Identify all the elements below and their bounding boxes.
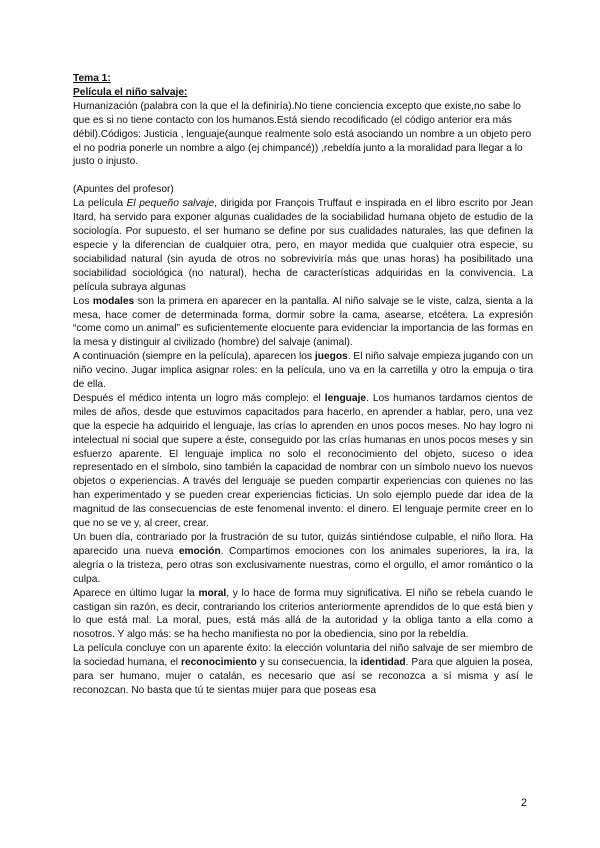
- paragraph-juegos: [73, 350, 533, 392]
- paragraph-film: [73, 197, 533, 294]
- text-run: La película: [73, 198, 127, 210]
- intro-paragraph: Humanización (palabra con la que el la definiría).No tiene conciencia excepto que existe,no sabe lo que es si no tiene contacto con los humanos.Está siendo recodificado (el código anterior era más débil).Códigos: Justicia , lenguaje(aunque realmente solo está asociando un nombre a un objeto pero el no podria ponerle un nombre a algo (ej chimpancé)) ,rebeldía junto a la moralidad para llegar a lo justo o injusto.: [73, 100, 532, 168]
- film-title: El pequeño salvaje: [126, 198, 215, 210]
- text-run: A continuación (siempre en la película), aparecen los: [73, 351, 315, 363]
- text-run: Aparece en último lugar la: [73, 587, 199, 599]
- paragraph-moral: [73, 587, 533, 643]
- text-run: . Los humanos tardamos cientos de miles de años, desde que estuvimos capacitados para hacerlo, en aprender a hablar, pero, una vez que la especie ha adquirido el lenguaje, las crías lo aprenden en unos pocos meses. No hay logro ni intelectual ni social que supere a éste, conseguido por las crías humanas en unos pocos meses y sin esfuerzo aparente. El lenguaje implica no solo el reconocimiento del objeto, suceso o idea representado en el símbolo, sino también la capacidad de nombrar con un símbolo nuevo los nuevos objetos o experiencias. A través del lenguaje se pueden compartir experiencias con quienes no las han experimentado y se pueden crear experiencias ficticias. Un solo ejemplo puede dar idea de la magnitud de las consecuencias de este fenomenal invento: el dinero. El lenguaje permite creer en lo que no se ve y, al creer, crear.: [73, 392, 533, 530]
- page-number: 2: [520, 797, 527, 809]
- spacer: [73, 169, 533, 183]
- text-run: , dirigida por François Truffaut e inspirada en el libro escrito por Jean Itard, ha servido para exponer algunas cualidades de la sociabilidad humana objeto de estudio de la sociología. Por supuesto, el ser humano se define por sus cualidades naturales, las que definen la especie y la diferencian de cualquier otra, pero, en mayor medida que cualquier otra especie, su sociabilidad natural (sin ayuda de otros no sobreviviría más que unas horas) ha posibilitado una sociabilidad sociológica (no natural), hecha de características adquiridas en la convivencia. La película subraya algunas: [73, 198, 534, 293]
- notes-label: (Apuntes del profesor): [73, 184, 174, 196]
- term-juegos: juegos: [314, 351, 348, 363]
- text-run: Un buen día, contrariado por la frustración de su tutor, quizás sintiéndose culpable, el niño llora. Ha aparecido una nueva: [73, 532, 533, 557]
- text-run: , y lo hace de forma muy significativa. El niño se rebela cuando le castigan sin razón, es decir, contrariando los criterios anteriormente aprendidos de lo que está bien y lo que está mal. La moral, pues, está más allá de la autoridad y la obliga tanto a ella como a nosotros. Y algo más: se ha hecho manifiesta no por la obediencia, sino por la rebeldía.: [73, 587, 533, 641]
- paragraph-modales: [73, 295, 533, 351]
- text-run: . El niño salvaje empieza jugando con un niño vecino. Jugar implica asignar roles: en la película, uno va en la carretilla y otro la empuja o tira de ella.: [73, 351, 533, 391]
- document-title: Tema 1:: [73, 73, 111, 84]
- text-run: La película concluye con un aparente éxito: la elección voluntaria del niño salvaje de ser miembro de la sociedad humana, el: [73, 643, 533, 669]
- text-run: Los: [73, 295, 93, 307]
- text-run: . Compartimos emociones con los animales superiores, la ira, la alegría o la tristeza, pero otras son exclusivamente nuestras, como el orgullo, el amor romántico o la culpa.: [73, 545, 533, 585]
- term-reconocimiento: reconocimiento: [180, 657, 257, 669]
- term-moral: moral: [198, 587, 227, 599]
- term-emocion: emoción: [178, 545, 221, 557]
- text-run: Después el médico intenta un logro más complejo: el: [73, 392, 325, 404]
- paragraph-emocion: [73, 531, 533, 587]
- term-modales: modales: [92, 295, 135, 307]
- term-identidad: identidad: [360, 657, 406, 669]
- text-run: . Para que alguien la posea, para ser humano, mujer o catalán, es necesario que así se reconozca a sí misma y así le reconozcan. No basta que tú te sientas mujer para que poseas esa: [73, 657, 533, 696]
- text-run: son la primera en aparecer en la pantalla. Al niño salvaje se le viste, calza, sienta a la mesa, hace comer de determinada forma, dormir sobre la cama, asearse, etcétera. La expresión “come como un animal” es suficientemente elocuente para evidenciar la importancia de las formas en la mesa y distinguir al civilizado (hombre) del salvaje (animal).: [73, 295, 533, 349]
- text-run: y su consecuencia, la: [256, 657, 361, 669]
- term-lenguaje: lenguaje: [324, 392, 367, 404]
- paragraph-lenguaje: [73, 392, 533, 531]
- document-page: [73, 72, 533, 698]
- document-subtitle: Película el niño salvaje:: [73, 86, 188, 98]
- paragraph-conclusion: [73, 642, 533, 698]
